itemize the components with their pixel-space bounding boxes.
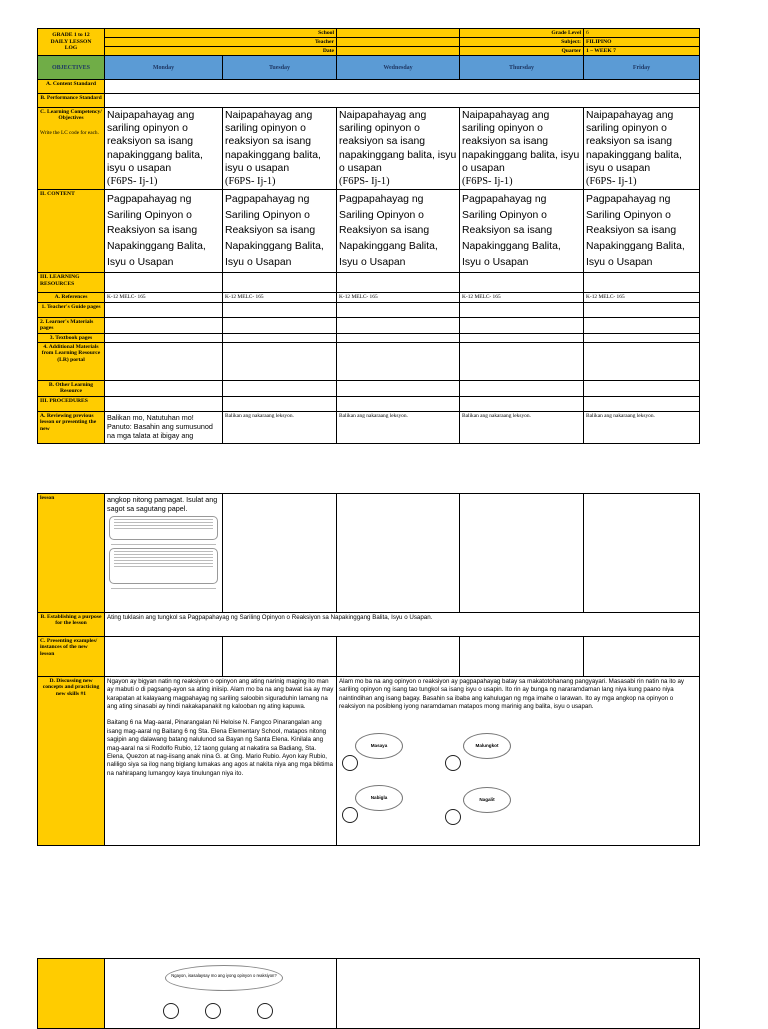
bubble-nagalit: Nagalit xyxy=(463,787,511,813)
bubble-malungkot: Malungkot xyxy=(463,733,511,759)
performance-standard-value xyxy=(105,94,700,108)
competency-thursday xyxy=(460,108,584,190)
speech-bubble xyxy=(165,965,283,991)
day-header-friday: Friday xyxy=(584,56,700,80)
page3-illustration-cell xyxy=(105,959,337,1029)
lesson-log-table-page-3 xyxy=(37,958,700,1029)
discussing-paragraph-1: Ngayon ay bigyan natin ng reaksiyon o opinyon ang ating narinig maging ito man ay mabuti o di pagsang-ayon sa ating iniisip. Alam mo ba na ang bawat isa ay may karapatan at kalayaang magpahayag ng sariling saloobin siguraduhin lamang na ang ating sinasabi ay hindi nakakapanakit ng kalooban ng ating kapuwa. xyxy=(107,678,334,711)
lesson-log-table-continued xyxy=(37,493,700,846)
performance-standard-label: B. Performance Standard xyxy=(38,94,105,108)
reviewing-tuesday: Balikan ang nakaraang leksyon. xyxy=(223,411,337,443)
competency-tuesday xyxy=(223,108,337,190)
lesson-log-page-3 xyxy=(37,958,699,1029)
competencies-note: Write the LC code for each. xyxy=(40,129,99,136)
grade-level-label: Grade Level xyxy=(460,29,584,38)
reviewing-thursday: Balikan ang nakaraang leksyon. xyxy=(460,411,584,443)
dll-title-line-2: DAILY LESSON xyxy=(50,38,92,45)
competency-text: Naipapahayag ang sariling opinyon o reaksiyon sa isang napakinggang balita, isyu o usapan xyxy=(339,110,457,174)
teachers-guide-label: 1. Teacher's Guide pages xyxy=(38,302,105,317)
bubble-nabigla: Nabigla xyxy=(355,785,403,811)
dll-title-line-1: GRADE 1 to 12 xyxy=(52,31,90,38)
learning-resources-label: III. LEARNING RESOURCES xyxy=(38,273,105,293)
competency-text: Naipapahayag ang sariling opinyon o reaksiyon sa isang napakinggang balita, isyu o usapan xyxy=(107,110,203,174)
competency-code: (F6PS- Ij-1) xyxy=(586,176,637,188)
competency-code: (F6PS- Ij-1) xyxy=(462,176,513,188)
competency-friday xyxy=(584,108,700,190)
date-value xyxy=(337,47,460,56)
lesson-monday xyxy=(105,494,223,613)
page3-label-cell xyxy=(38,959,105,1029)
lesson-log-table xyxy=(37,28,700,444)
discussing-right-text: Alam mo ba na ang opinyon o reaksiyon ay pagpapahayag batay sa makatotohanang pangyayari. Masasabi rin natin na ito ay sariling opinyon ng isang tao tungkol sa isang isyu o usapin. Ito rin ay bunga ng nararamdaman lang niya kung paano niya naintindihan ang isang bagay. Basahin sa ibaba ang kahulugan ng mga imahe o larawan. Ito ay mga angkop na opinyon o reaksiyon na posibleng iyong naramdaman matapos mong marinig ang balita, isyu o usapan. xyxy=(339,678,685,711)
competency-text: Naipapahayag ang sariling opinyon o reaksiyon sa isang napakinggang balita, isyu o usapan xyxy=(225,110,321,174)
objectives-header: OBJECTIVES xyxy=(38,56,105,80)
sad-face-icon xyxy=(445,755,461,771)
discussing-paragraph-2: Baitang 6 na Mag-aaral, Pinarangalan Ni Heloise N. Fangco Pinarangalan ang isang mag-aaral ng Baitang 6 ng Sta. Elena Elementary School, matapos nitong sagipin ang dalawang batang nalulunod sa Bayan ng Santa Elena. Kinilala ang mag-aaral na si Rodolfo Rubio, 12 taong gulang at nakatira sa Badiang, Sta. Elena, Quezon at nag-iisang anak nina G. at Gng. Mario Rubio. Ayon kay Rubio, naliligo siya sa ilog nang biglang lumakas ang agos at nakita niya ang mga biktima na nahirapang lumangoy kaya tinulungan niya ito. xyxy=(107,719,333,777)
other-resources-label: B. Other Learning Resource xyxy=(38,380,105,396)
school-value xyxy=(337,29,460,38)
content-tuesday: Pagpapahayag ng Sariling Opinyon o Reaksiyon sa isang Napakinggang Balita, Isyu o Usapan xyxy=(223,190,337,273)
lesson-log-page-1 xyxy=(37,28,699,444)
dll-title xyxy=(38,29,105,56)
competency-monday xyxy=(105,108,223,190)
day-header-wednesday: Wednesday xyxy=(337,56,460,80)
reviewing-label: A. Reviewing previous lesson or presenting the new xyxy=(38,411,105,443)
competencies-label xyxy=(38,108,105,190)
textbook-label: 3. Textbook pages xyxy=(38,333,105,342)
references-label: A. References xyxy=(38,293,105,302)
sad-face-icon xyxy=(257,1003,273,1019)
content-wednesday: Pagpapahayag ng Sariling Opinyon o Reaksiyon sa isang Napakinggang Balita, Isyu o Usapan xyxy=(337,190,460,273)
child-face-icon xyxy=(163,1003,179,1019)
discussing-label: D. Discussing new concepts and practicing new skills #1 xyxy=(38,677,105,846)
quarter-value: 1 – WEEK 7 xyxy=(584,47,700,56)
content-label: II. CONTENT xyxy=(38,190,105,273)
speech-bubble-text: Ngayon, isasalaysay mo ang iyong opinyon o reaksiyon? xyxy=(171,973,277,978)
procedures-label: III. PROCEDURES xyxy=(38,396,105,411)
teacher-value xyxy=(337,38,460,47)
reviewing-monday: Balikan mo, Natutuhan mo! Panuto: Basahin ang sumusunod na mga talata at ibigay ang xyxy=(105,411,223,443)
content-standard-label: A. Content Standard xyxy=(38,80,105,94)
lesson-label: lesson xyxy=(38,494,105,613)
worksheet-image xyxy=(107,516,220,589)
references-tuesday: K-12 MELC- 165 xyxy=(223,293,337,302)
learners-materials-label: 2. Learner's Materials pages xyxy=(38,317,105,333)
day-header-tuesday: Tuesday xyxy=(223,56,337,80)
reviewing-friday: Balikan ang nakaraang leksyon. xyxy=(584,411,700,443)
discussing-right xyxy=(337,677,700,846)
references-friday: K-12 MELC- 165 xyxy=(584,293,700,302)
surprised-face-icon xyxy=(205,1003,221,1019)
references-monday: K-12 MELC- 165 xyxy=(105,293,223,302)
content-standard-value xyxy=(105,80,700,94)
additional-materials-label: 4. Additional Materials from Learning Resource (LR) portal xyxy=(38,342,105,380)
date-label: Date xyxy=(105,47,337,56)
content-thursday: Pagpapahayag ng Sariling Opinyon o Reaksiyon sa isang Napakinggang Balita, Isyu o Usapan xyxy=(460,190,584,273)
grade-level-value: 6 xyxy=(584,29,700,38)
discussing-left xyxy=(105,677,337,846)
competency-text: Naipapahayag ang sariling opinyon o reaksiyon sa isang napakinggang balita, isyu o usapan xyxy=(586,110,682,174)
lesson-instruction: angkop nitong pamagat. Isulat ang sagot sa sagutang papel. xyxy=(107,495,218,513)
dll-title-line-3: LOG xyxy=(64,45,78,52)
competency-code: (F6PS- Ij-1) xyxy=(225,176,276,188)
references-wednesday: K-12 MELC- 165 xyxy=(337,293,460,302)
competency-text: Naipapahayag ang sariling opinyon o reaksiyon sa isang napakinggang balita, isyu o usapan xyxy=(462,110,580,174)
worksheet-passage-2 xyxy=(109,548,218,584)
angry-face-icon xyxy=(445,809,461,825)
teacher-label: Teacher xyxy=(105,38,337,47)
emotion-illustration xyxy=(337,731,537,841)
surprised-face-icon xyxy=(342,807,358,823)
lesson-log-page-2 xyxy=(37,493,699,846)
competencies-title: C. Learning Competency/ Objectives xyxy=(40,109,102,122)
subject-label: Subject: xyxy=(460,38,584,47)
day-header-thursday: Thursday xyxy=(460,56,584,80)
happy-face-icon xyxy=(342,755,358,771)
content-monday: Pagpapahayag ng Sariling Opinyon o Reaksiyon sa isang Napakinggang Balita, Isyu o Usapan xyxy=(105,190,223,273)
quarter-label: Quarter xyxy=(460,47,584,56)
worksheet-passage-1 xyxy=(109,516,218,540)
competency-code: (F6PS- Ij-1) xyxy=(339,176,390,188)
competency-wednesday xyxy=(337,108,460,190)
day-header-monday: Monday xyxy=(105,56,223,80)
subject-value: FILIPINO xyxy=(584,38,700,47)
establishing-text: Ating tuklasin ang tungkol sa Pagpapahayag ng Sariling Opinyon o Reaksiyon sa Napakinggang Balita, Isyu o Usapan. xyxy=(105,613,700,637)
content-friday: Pagpapahayag ng Sariling Opinyon o Reaksiyon sa isang Napakinggang Balita, Isyu o Usapan xyxy=(584,190,700,273)
establishing-label: B. Establishing a purpose for the lesson xyxy=(38,613,105,637)
competency-code: (F6PS- Ij-1) xyxy=(107,176,158,188)
school-label: School xyxy=(105,29,337,38)
reviewing-wednesday: Balikan ang nakaraang leksyon. xyxy=(337,411,460,443)
references-thursday: K-12 MELC- 165 xyxy=(460,293,584,302)
presenting-label: C. Presenting examples/ instances of the new lesson xyxy=(38,637,105,677)
page3-empty-cell xyxy=(337,959,700,1029)
bubble-masaya: Masaya xyxy=(355,733,403,759)
